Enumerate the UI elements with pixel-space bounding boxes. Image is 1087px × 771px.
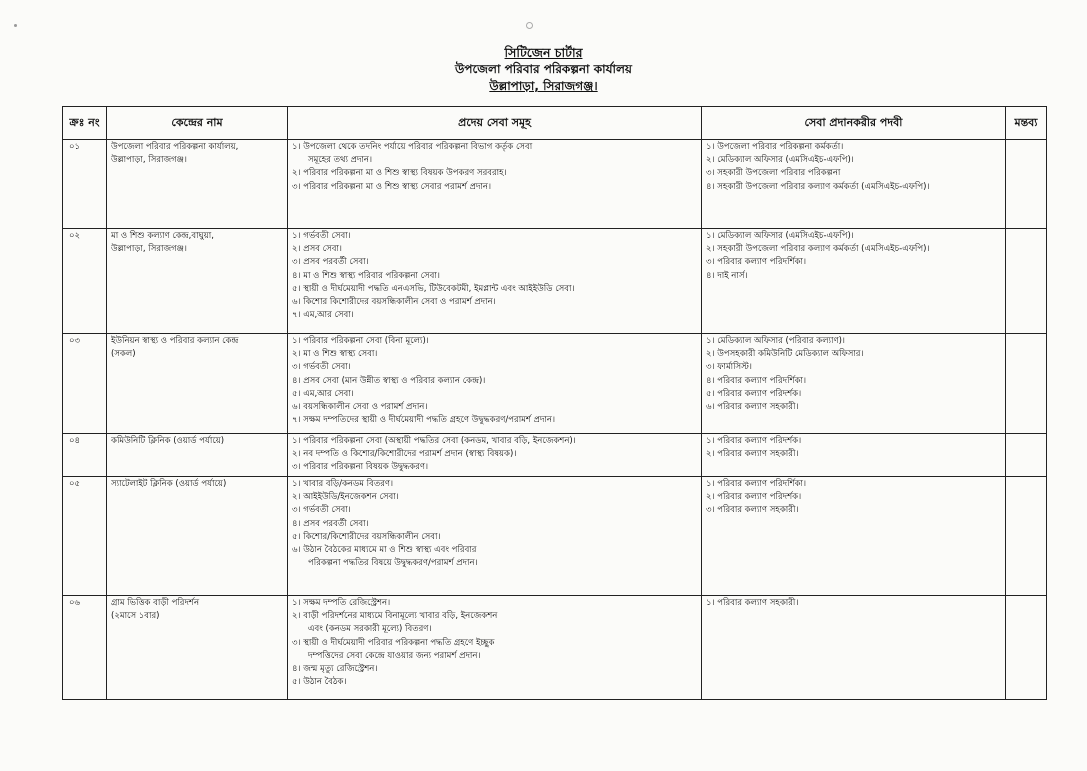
center-name-line: মা ও শিশু কল্যাণ কেন্দ্র,বাঘুয়া, bbox=[111, 231, 214, 241]
office-location: উল্লাপাড়া, সিরাজগঞ্জ। bbox=[489, 79, 598, 93]
service-item: ১। পরিবার পরিকল্পনা সেবা (অস্থায়ী পদ্ধতির সেবা (কনডম, খাবার বড়ি, ইনজেকশন)। bbox=[292, 436, 576, 446]
center-name-cell bbox=[107, 477, 288, 596]
service-item: ২। বাড়ী পরিদর্শনের মাধ্যমে বিনামূল্যে খাবার বড়ি, ইনজেকশন bbox=[292, 611, 498, 622]
service-item: ২। নব দম্পতি ও কিশোর/কিশোরীদের পরামর্শ প্রদান (স্বাস্থ্য বিষয়ক)। bbox=[292, 449, 517, 460]
designation-item: ৩। সহকারী উপজেলা পরিবার পরিকল্পনা bbox=[706, 168, 841, 179]
col-header-remarks: মন্তব্য bbox=[1006, 107, 1047, 140]
service-item: ১। গর্ভবতী সেবা। bbox=[292, 231, 351, 241]
service-item: ২। আইইউডি/ইনজেকশন সেবা। bbox=[292, 492, 399, 503]
service-item: ১। উপজেলা থেকে তদনিং পর্যায়ে পরিবার পরিকল্পনা বিভাগ কর্তৃক সেবা bbox=[292, 142, 533, 152]
designation-item: ৪। পরিবার কল্যাণ পরিদর্শিকা। bbox=[706, 375, 807, 386]
designation-cell bbox=[702, 434, 1006, 477]
row-serial-number: ০৩ bbox=[63, 334, 107, 434]
document-header bbox=[0, 44, 1087, 95]
designation-item: ৪। দাই নার্স। bbox=[706, 270, 748, 281]
designation-item: ২। সহকারী উপজেলা পরিবার কল্যাণ কর্মকর্তা (এমসিএইচ-এফপি)। bbox=[706, 244, 930, 255]
service-item: ৫। উঠান বৈঠক। bbox=[292, 677, 347, 688]
service-item: ২। মা ও শিশু স্বাস্থ্য সেবা। bbox=[292, 349, 378, 360]
center-name-line: কমিউনিটি ক্লিনিক (ওয়ার্ড পর্যায়ে) bbox=[111, 436, 225, 446]
service-item: ৫। কিশোর/কিশোরীদের বয়সন্ধিকালীন সেবা। bbox=[292, 531, 441, 542]
center-name-line: (২মাসে ১বার) bbox=[111, 611, 160, 622]
center-name-line: উপজেলা পরিবার পরিকল্পনা কার্যালয়, bbox=[111, 142, 239, 152]
table-row bbox=[63, 140, 1047, 229]
service-item: ৬। বয়সন্ধিকালীন সেবা ও পরামর্শ প্রদান। bbox=[292, 402, 428, 413]
service-item: ৩। পরিবার পরিকল্পনা বিষয়ক উদ্বুদ্ধকরণ। bbox=[292, 462, 429, 473]
designation-item: ৩। পরিবার কল্যাণ সহকারী। bbox=[706, 505, 799, 516]
designation-item: ১। মেডিক্যাল অফিসার (পরিবার কল্যাণ)। bbox=[706, 336, 845, 346]
document-title: সিটিজেন চার্টার bbox=[504, 45, 583, 60]
service-item: ২। পরিবার পরিকল্পনা মা ও শিশু স্বাস্থ্য বিষয়ক উপকরণ সরবরাহ। bbox=[292, 168, 507, 179]
scan-speck bbox=[14, 24, 17, 27]
center-name-line: উল্লাপাড়া, সিরাজগঞ্জ। bbox=[111, 155, 187, 166]
service-item: ৬। উঠান বৈঠকের মাধ্যমে মা ও শিশু স্বাস্থ্য এবং পরিবার bbox=[292, 545, 477, 556]
services-cell bbox=[288, 477, 702, 596]
designation-item: ১। পরিবার কল্যাণ পরিদর্শক। bbox=[706, 436, 802, 446]
service-item: ৪। মা ও শিশু স্বাস্থ্য পরিবার পরিকল্পনা সেবা। bbox=[292, 270, 440, 281]
service-item: পরিকল্পনা পদ্ধতির বিষয়ে উদ্বুদ্ধকরণ/পরামর্শ প্রদান। bbox=[308, 558, 478, 569]
designation-cell bbox=[702, 334, 1006, 434]
designation-item: ১। উপজেলা পরিবার পরিকল্পনা কর্মকর্তা। bbox=[706, 142, 844, 152]
service-item: ৩। স্থায়ী ও দীর্ঘমেয়াদী পরিবার পরিকল্পনা পদ্ধতি গ্রহণে ইচ্ছুক bbox=[292, 637, 495, 648]
designation-item: ২। মেডিক্যাল অফিসার (এমসিএইচ-এফপি)। bbox=[706, 155, 854, 166]
table-row bbox=[63, 229, 1047, 334]
row-serial-number: ০১ bbox=[63, 140, 107, 229]
designation-item: ১। পরিবার কল্যাণ সহকারী। bbox=[706, 598, 799, 608]
services-cell bbox=[288, 596, 702, 700]
col-header-designation: সেবা প্রদানকরীর পদবী bbox=[702, 107, 1006, 140]
col-header-center-name: কেন্দ্রের নাম bbox=[107, 107, 288, 140]
services-cell bbox=[288, 434, 702, 477]
row-serial-number: ০৪ bbox=[63, 434, 107, 477]
service-item: ৩। পরিবার পরিকল্পনা মা ও শিশু স্বাস্থ্য সেবার পরামর্শ প্রদান। bbox=[292, 181, 491, 192]
designation-item: ৪। সহকারী উপজেলা পরিবার কল্যাণ কর্মকর্তা (এমসিএইচ-এফপি)। bbox=[706, 181, 930, 192]
service-item: ৭। সক্ষম দম্পতিদের স্থায়ী ও দীর্ঘমেয়াদী পদ্ধতি গ্রহণে উদ্বুদ্ধকরণ/পরামর্শ প্রদান। bbox=[292, 415, 556, 426]
center-name-cell bbox=[107, 334, 288, 434]
designation-item: ৩। ফার্মাসিস্ট। bbox=[706, 362, 752, 373]
remarks-cell bbox=[1006, 140, 1047, 229]
services-cell bbox=[288, 334, 702, 434]
designation-item: ২। উপসহকারী কমিউনিটি মেডিক্যাল অফিসার। bbox=[706, 349, 864, 360]
col-header-services: প্রদেয় সেবা সমূহ bbox=[288, 107, 702, 140]
service-item: ৪। প্রসব সেবা (মান উন্নীত স্বাস্থ্য ও পরিবার কল্যান কেন্দ্র)। bbox=[292, 375, 486, 386]
service-item: দম্পত্তিদের সেবা কেন্দ্রে যাওয়ার জন্য পরামর্শ প্রদান। bbox=[308, 650, 481, 661]
service-item: ১। পরিবার পরিকল্পনা সেবা (বিনা মূল্যে)। bbox=[292, 336, 429, 346]
center-name-cell bbox=[107, 229, 288, 334]
center-name-cell bbox=[107, 434, 288, 477]
service-item: ৫। এম,আর সেবা। bbox=[292, 388, 354, 399]
col-header-sl: ক্রঃ নং bbox=[63, 107, 107, 140]
service-item: এবং (কনডম সরকারী মূল্যে) বিতরণ। bbox=[308, 624, 432, 635]
service-item: ৭। এম,আর সেবা। bbox=[292, 310, 354, 321]
service-item: ১। খাবার বড়ি/কনডম বিতরণ। bbox=[292, 479, 394, 489]
citizen-charter-table bbox=[62, 106, 1047, 700]
remarks-cell bbox=[1006, 477, 1047, 596]
table-row bbox=[63, 596, 1047, 700]
table-row bbox=[63, 477, 1047, 596]
designation-item: ২। পরিবার কল্যাণ পরিদর্শক। bbox=[706, 492, 802, 503]
center-name-line: ইউনিয়ন স্বাস্থ্য ও পরিবার কল্যান কেন্দ্র bbox=[111, 336, 239, 346]
service-item: ৪। প্রসব পরবর্তী সেবা। bbox=[292, 518, 369, 529]
designation-item: ১। মেডিক্যাল অফিসার (এমসিএইচ-এফপি)। bbox=[706, 231, 854, 241]
services-cell bbox=[288, 140, 702, 229]
center-name-line: (সকল) bbox=[111, 349, 136, 360]
service-item: ১। সক্ষম দম্পতি রেজিস্ট্রেশন। bbox=[292, 598, 391, 608]
center-name-line: গ্রাম ভিত্তিক বাড়ী পরিদর্শন bbox=[111, 598, 200, 608]
service-item: ৩। গর্ভবতী সেবা। bbox=[292, 362, 351, 373]
services-cell bbox=[288, 229, 702, 334]
table-row bbox=[63, 434, 1047, 477]
service-item: ২। প্রসব সেবা। bbox=[292, 244, 342, 255]
service-item: ৩। গর্ভবতী সেবা। bbox=[292, 505, 351, 516]
designation-item: ৫। পরিবার কল্যাণ পরিদর্শক। bbox=[706, 388, 802, 399]
table-header-row bbox=[63, 107, 1047, 140]
remarks-cell bbox=[1006, 334, 1047, 434]
remarks-cell bbox=[1006, 229, 1047, 334]
remarks-cell bbox=[1006, 434, 1047, 477]
service-item: ৪। জন্ম মৃত্যু রেজিস্ট্রেশন। bbox=[292, 664, 378, 675]
designation-item: ৩। পরিবার কল্যাণ পরিদর্শিকা। bbox=[706, 257, 807, 268]
center-name-line: স্যাটেলাইট ক্লিনিক (ওয়ার্ড পর্যায়ে) bbox=[111, 479, 227, 489]
row-serial-number: ০৬ bbox=[63, 596, 107, 700]
row-serial-number: ০২ bbox=[63, 229, 107, 334]
designation-cell bbox=[702, 477, 1006, 596]
service-item: ৫। স্থায়ী ও দীর্ঘমেয়াদী পদ্ধতি এনএসভি, টিউবেকটমী, ইমপ্লান্ট এবং আইইউডি সেবা। bbox=[292, 283, 575, 294]
table-row bbox=[63, 334, 1047, 434]
designation-cell bbox=[702, 140, 1006, 229]
service-item: ৩। প্রসব পরবর্তী সেবা। bbox=[292, 257, 369, 268]
center-name-cell bbox=[107, 596, 288, 700]
center-name-cell bbox=[107, 140, 288, 229]
remarks-cell bbox=[1006, 596, 1047, 700]
service-item: সমূহের তথ্য প্রদান। bbox=[308, 155, 373, 166]
center-name-line: উল্লাপাড়া, সিরাজগঞ্জ। bbox=[111, 244, 187, 255]
designation-item: ২। পরিবার কল্যাণ সহকারী। bbox=[706, 449, 799, 460]
office-name: উপজেলা পরিবার পরিকল্পনা কার্যালয় bbox=[454, 62, 632, 76]
designation-cell bbox=[702, 596, 1006, 700]
row-serial-number: ০৫ bbox=[63, 477, 107, 596]
designation-cell bbox=[702, 229, 1006, 334]
scan-speck bbox=[526, 22, 533, 29]
designation-item: ৬। পরিবার কল্যাণ সহকারী। bbox=[706, 402, 799, 413]
designation-item: ১। পরিবার কল্যাণ পরিদর্শিকা। bbox=[706, 479, 807, 489]
service-item: ৬। কিশোর কিশোরীদের বয়সন্ধিকালীন সেবা ও পরামর্শ প্রদান। bbox=[292, 297, 496, 308]
